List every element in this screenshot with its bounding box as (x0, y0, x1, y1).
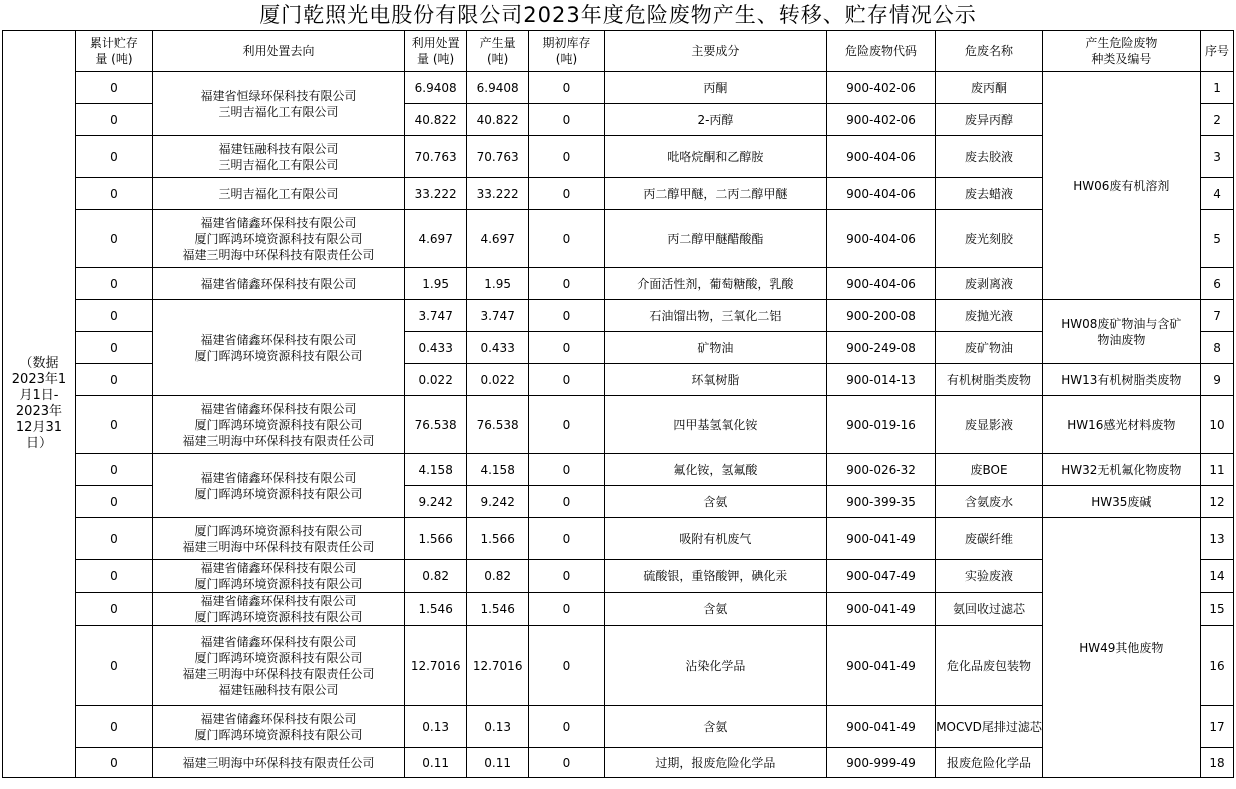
header-opening: 期初库存 (吨) (528, 31, 604, 72)
component-cell: 丙二醇甲醚醋酸酯 (604, 210, 826, 268)
table-row (3, 518, 1234, 560)
name-cell: 废异丙醇 (935, 104, 1042, 136)
name-cell: 有机树脂类废物 (935, 364, 1042, 396)
produced-cell: 4.158 (466, 454, 528, 486)
seq-cell: 3 (1201, 136, 1234, 178)
seq-cell: 16 (1201, 626, 1234, 706)
header-destination: 利用处置去向 (153, 31, 405, 72)
component-cell: 吸附有机废气 (604, 518, 826, 560)
component-cell: 氟化铵，氢氟酸 (604, 454, 826, 486)
disposed-cell: 0.022 (405, 364, 467, 396)
opening-cell: 0 (528, 332, 604, 364)
hazardous-waste-table (2, 30, 1234, 778)
opening-cell: 0 (528, 72, 604, 104)
seq-cell: 1 (1201, 72, 1234, 104)
destination-cell: 福建省储鑫环保科技有限公司 厦门晖鸿环境资源科技有限公司 (153, 300, 405, 396)
code-cell: 900-026-32 (826, 454, 935, 486)
name-cell: 废显影液 (935, 396, 1042, 454)
opening-cell: 0 (528, 748, 604, 778)
produced-cell: 33.222 (466, 178, 528, 210)
disposed-cell: 33.222 (405, 178, 467, 210)
destination-cell: 三明吉福化工有限公司 (153, 178, 405, 210)
component-cell: 2-丙醇 (604, 104, 826, 136)
header-storage: 累计贮存 量 (吨) (76, 31, 153, 72)
component-cell: 四甲基氢氧化铵 (604, 396, 826, 454)
disposed-cell: 70.763 (405, 136, 467, 178)
component-cell: 石油馏出物，三氧化二铝 (604, 300, 826, 332)
destination-cell: 福建省储鑫环保科技有限公司 厦门晖鸿环境资源科技有限公司 (153, 706, 405, 748)
opening-cell: 0 (528, 268, 604, 300)
opening-cell: 0 (528, 486, 604, 518)
destination-cell: 福建省储鑫环保科技有限公司 (153, 268, 405, 300)
disposed-cell: 0.82 (405, 560, 467, 593)
opening-cell: 0 (528, 518, 604, 560)
opening-cell: 0 (528, 178, 604, 210)
opening-cell: 0 (528, 706, 604, 748)
code-cell: 900-041-49 (826, 518, 935, 560)
component-cell: 丙二醇甲醚，二丙二醇甲醚 (604, 178, 826, 210)
component-cell: 含氨 (604, 593, 826, 626)
code-cell: 900-041-49 (826, 706, 935, 748)
name-cell: 危化品废包装物 (935, 626, 1042, 706)
storage-cell: 0 (76, 300, 153, 332)
code-cell: 900-402-06 (826, 72, 935, 104)
destination-cell: 福建三明海中环保科技有限责任公司 (153, 748, 405, 778)
header-seq: 序号 (1201, 31, 1234, 72)
storage-cell: 0 (76, 364, 153, 396)
seq-cell: 10 (1201, 396, 1234, 454)
name-cell: 废去蜡液 (935, 178, 1042, 210)
code-cell: 900-999-49 (826, 748, 935, 778)
seq-cell: 7 (1201, 300, 1234, 332)
destination-cell: 福建省储鑫环保科技有限公司 厦门晖鸿环境资源科技有限公司 (153, 560, 405, 593)
category-cell: HW32无机氟化物废物 (1042, 454, 1200, 486)
seq-cell: 11 (1201, 454, 1234, 486)
name-cell: 废矿物油 (935, 332, 1042, 364)
produced-cell: 0.11 (466, 748, 528, 778)
name-cell: 废抛光液 (935, 300, 1042, 332)
destination-cell: 福建省储鑫环保科技有限公司 厦门晖鸿环境资源科技有限公司 福建三明海中环保科技有限责任公司 福建钰融科技有限公司 (153, 626, 405, 706)
opening-cell: 0 (528, 300, 604, 332)
name-cell: 废去胶液 (935, 136, 1042, 178)
opening-cell: 0 (528, 626, 604, 706)
name-cell: MOCVD尾排过滤芯 (935, 706, 1042, 748)
seq-cell: 17 (1201, 706, 1234, 748)
code-cell: 900-041-49 (826, 626, 935, 706)
code-cell: 900-047-49 (826, 560, 935, 593)
name-cell: 废丙酮 (935, 72, 1042, 104)
storage-cell: 0 (76, 268, 153, 300)
destination-cell: 福建省恒绿环保科技有限公司 三明吉福化工有限公司 (153, 72, 405, 136)
category-cell: HW35废碱 (1042, 486, 1200, 518)
opening-cell: 0 (528, 136, 604, 178)
page-title: 厦门乾照光电股份有限公司2023年度危险废物产生、转移、贮存情况公示 (259, 3, 977, 27)
disposed-cell: 1.95 (405, 268, 467, 300)
code-cell: 900-399-35 (826, 486, 935, 518)
storage-cell: 0 (76, 136, 153, 178)
produced-cell: 4.697 (466, 210, 528, 268)
seq-cell: 6 (1201, 268, 1234, 300)
destination-cell: 厦门晖鸿环境资源科技有限公司 福建三明海中环保科技有限责任公司 (153, 518, 405, 560)
opening-cell: 0 (528, 104, 604, 136)
component-cell: 硫酸银，重铬酸钾，碘化汞 (604, 560, 826, 593)
produced-cell: 1.546 (466, 593, 528, 626)
code-cell: 900-404-06 (826, 178, 935, 210)
disposed-cell: 4.697 (405, 210, 467, 268)
seq-cell: 12 (1201, 486, 1234, 518)
name-cell: 废BOE (935, 454, 1042, 486)
header-code: 危险废物代码 (826, 31, 935, 72)
disposed-cell: 4.158 (405, 454, 467, 486)
produced-cell: 1.566 (466, 518, 528, 560)
component-cell: 沾染化学品 (604, 626, 826, 706)
produced-cell: 6.9408 (466, 72, 528, 104)
produced-cell: 0.433 (466, 332, 528, 364)
name-cell: 报废危险化学品 (935, 748, 1042, 778)
name-cell: 废剥离液 (935, 268, 1042, 300)
component-cell: 含氨 (604, 486, 826, 518)
category-cell: HW16感光材料废物 (1042, 396, 1200, 454)
destination-cell: 福建省储鑫环保科技有限公司 厦门晖鸿环境资源科技有限公司 (153, 454, 405, 518)
component-cell: 含氨 (604, 706, 826, 748)
opening-cell: 0 (528, 560, 604, 593)
header-produced: 产生量 (吨) (466, 31, 528, 72)
storage-cell: 0 (76, 706, 153, 748)
storage-cell: 0 (76, 72, 153, 104)
header-disposed: 利用处置 量 (吨) (405, 31, 467, 72)
disposed-cell: 1.566 (405, 518, 467, 560)
storage-cell: 0 (76, 454, 153, 486)
disposed-cell: 6.9408 (405, 72, 467, 104)
storage-cell: 0 (76, 748, 153, 778)
destination-cell: 福建省储鑫环保科技有限公司 厦门晖鸿环境资源科技有限公司 (153, 593, 405, 626)
produced-cell: 0.82 (466, 560, 528, 593)
code-cell: 900-014-13 (826, 364, 935, 396)
code-cell: 900-402-06 (826, 104, 935, 136)
disposed-cell: 0.433 (405, 332, 467, 364)
category-cell: HW08废矿物油与含矿 物油废物 (1042, 300, 1200, 364)
code-cell: 900-200-08 (826, 300, 935, 332)
code-cell: 900-404-06 (826, 136, 935, 178)
seq-cell: 5 (1201, 210, 1234, 268)
seq-cell: 14 (1201, 560, 1234, 593)
component-cell: 介面活性剂，葡萄糖酸，乳酸 (604, 268, 826, 300)
component-cell: 环氧树脂 (604, 364, 826, 396)
opening-cell: 0 (528, 454, 604, 486)
storage-cell: 0 (76, 332, 153, 364)
destination-cell: 福建钰融科技有限公司 三明吉福化工有限公司 (153, 136, 405, 178)
name-cell: 实验废液 (935, 560, 1042, 593)
name-cell: 氨回收过滤芯 (935, 593, 1042, 626)
produced-cell: 76.538 (466, 396, 528, 454)
seq-cell: 18 (1201, 748, 1234, 778)
disposed-cell: 1.546 (405, 593, 467, 626)
code-cell: 900-019-16 (826, 396, 935, 454)
component-cell: 矿物油 (604, 332, 826, 364)
storage-cell: 0 (76, 104, 153, 136)
table-row (3, 454, 1234, 486)
produced-cell: 0.13 (466, 706, 528, 748)
disposed-cell: 0.11 (405, 748, 467, 778)
table-row (3, 300, 1234, 332)
component-cell: 吡咯烷酮和乙醇胺 (604, 136, 826, 178)
produced-cell: 0.022 (466, 364, 528, 396)
destination-cell: 福建省储鑫环保科技有限公司 厦门晖鸿环境资源科技有限公司 福建三明海中环保科技有限责任公司 (153, 396, 405, 454)
header-name: 危废名称 (935, 31, 1042, 72)
disposed-cell: 0.13 (405, 706, 467, 748)
disposed-cell: 9.242 (405, 486, 467, 518)
disposed-cell: 12.7016 (405, 626, 467, 706)
category-cell: HW13有机树脂类废物 (1042, 364, 1200, 396)
component-cell: 丙酮 (604, 72, 826, 104)
produced-cell: 1.95 (466, 268, 528, 300)
destination-cell: 福建省储鑫环保科技有限公司 厦门晖鸿环境资源科技有限公司 福建三明海中环保科技有限责任公司 (153, 210, 405, 268)
storage-cell: 0 (76, 210, 153, 268)
storage-cell: 0 (76, 593, 153, 626)
storage-cell: 0 (76, 178, 153, 210)
component-cell: 过期，报废危险化学品 (604, 748, 826, 778)
seq-cell: 13 (1201, 518, 1234, 560)
produced-cell: 12.7016 (466, 626, 528, 706)
seq-cell: 4 (1201, 178, 1234, 210)
opening-cell: 0 (528, 210, 604, 268)
seq-cell: 2 (1201, 104, 1234, 136)
name-cell: 废碳纤维 (935, 518, 1042, 560)
opening-cell: 0 (528, 364, 604, 396)
name-cell: 废光刻胶 (935, 210, 1042, 268)
header-row (3, 31, 1234, 72)
storage-cell: 0 (76, 560, 153, 593)
storage-cell: 0 (76, 486, 153, 518)
seq-cell: 15 (1201, 593, 1234, 626)
category-cell: HW06废有机溶剂 (1042, 72, 1200, 300)
produced-cell: 3.747 (466, 300, 528, 332)
table-row (3, 396, 1234, 454)
produced-cell: 70.763 (466, 136, 528, 178)
seq-cell: 9 (1201, 364, 1234, 396)
code-cell: 900-249-08 (826, 332, 935, 364)
name-cell: 含氨废水 (935, 486, 1042, 518)
table-row (3, 72, 1234, 104)
seq-cell: 8 (1201, 332, 1234, 364)
header-component: 主要成分 (604, 31, 826, 72)
period-cell: （数据 2023年1 月1日- 2023年 12月31 日） (3, 31, 76, 778)
code-cell: 900-041-49 (826, 593, 935, 626)
storage-cell: 0 (76, 396, 153, 454)
disposed-cell: 76.538 (405, 396, 467, 454)
code-cell: 900-404-06 (826, 268, 935, 300)
produced-cell: 40.822 (466, 104, 528, 136)
disposed-cell: 40.822 (405, 104, 467, 136)
storage-cell: 0 (76, 626, 153, 706)
code-cell: 900-404-06 (826, 210, 935, 268)
opening-cell: 0 (528, 396, 604, 454)
header-category: 产生危险废物 种类及编号 (1042, 31, 1200, 72)
category-cell: HW49其他废物 (1042, 518, 1200, 778)
storage-cell: 0 (76, 518, 153, 560)
produced-cell: 9.242 (466, 486, 528, 518)
opening-cell: 0 (528, 593, 604, 626)
disposed-cell: 3.747 (405, 300, 467, 332)
